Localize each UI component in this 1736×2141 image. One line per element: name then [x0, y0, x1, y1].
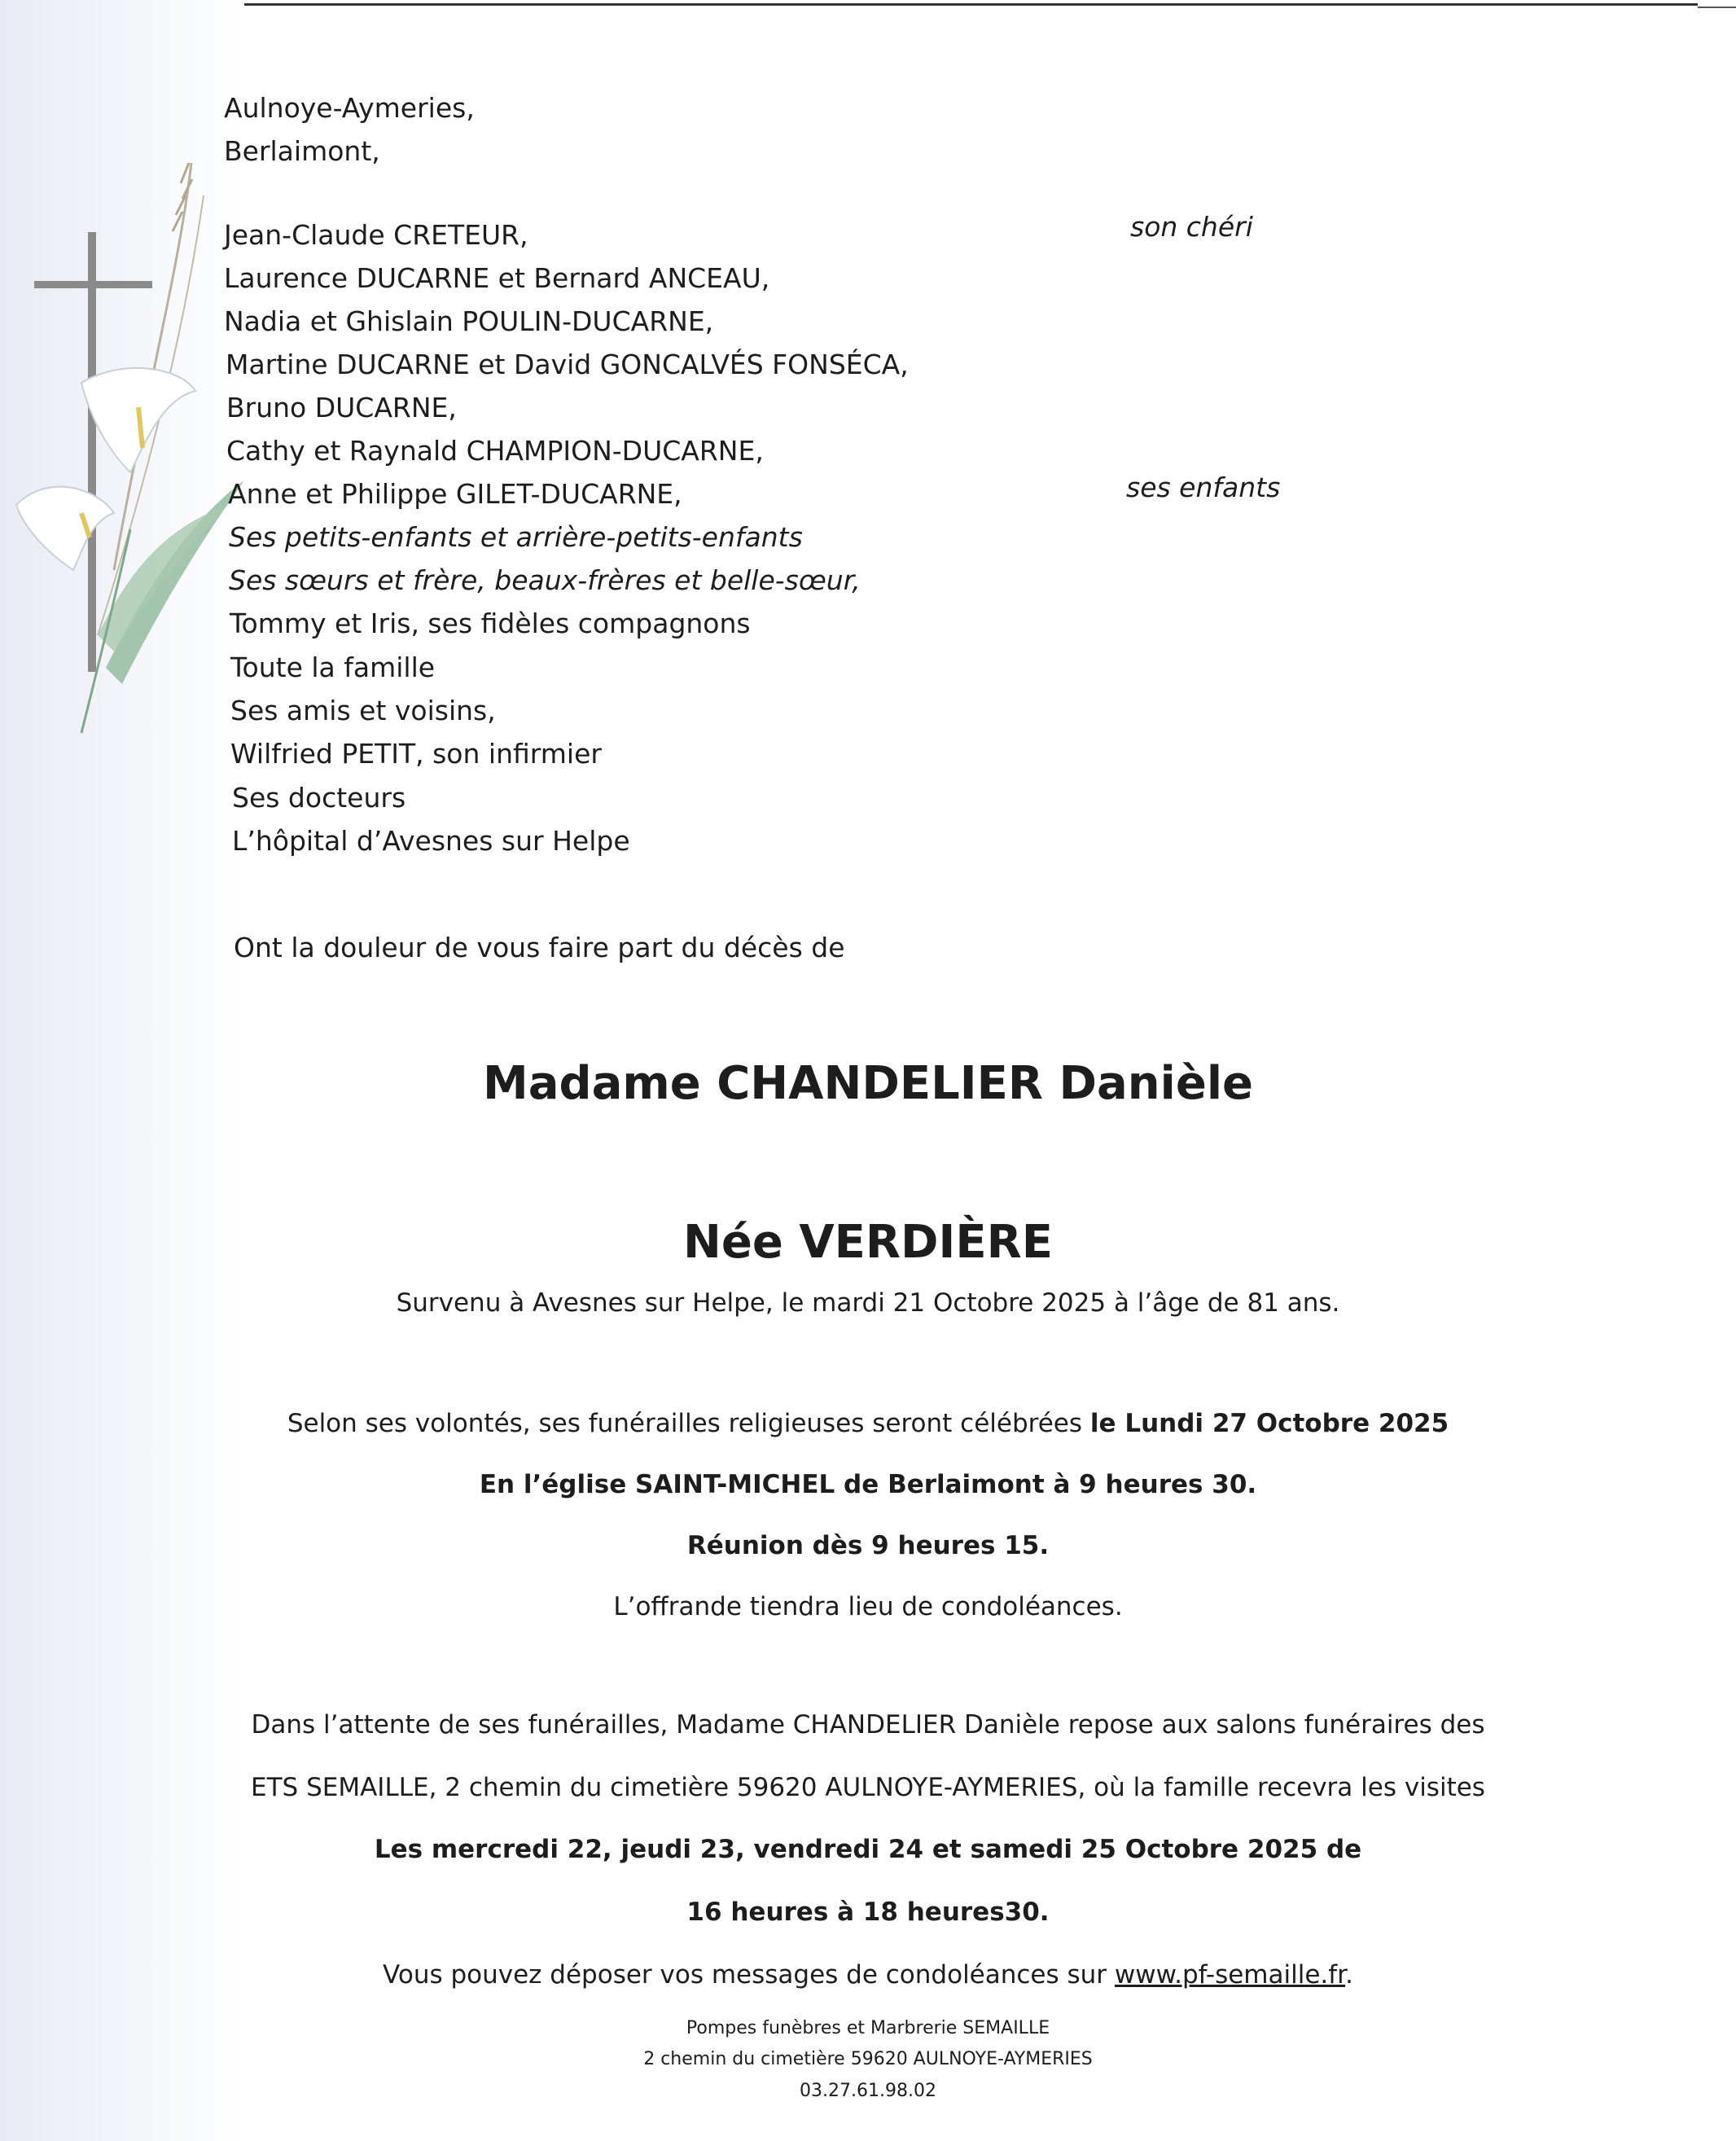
child-3: Martine DUCARNE et David GONCALVÉS FONSÉCA, — [226, 349, 909, 380]
top-rule-right — [1698, 7, 1736, 8]
gathering-line: Réunion dès 9 heures 15. — [686, 1531, 1050, 1560]
offering-line: L’offrande tiendra lieu de condoléances. — [613, 1592, 1123, 1621]
child-5: Cathy et Raynald CHAMPION-DUCARNE, — [226, 435, 764, 467]
town-aulnoye: Aulnoye-Aymeries, — [224, 92, 475, 124]
condolences-line — [0, 1960, 1736, 1990]
spouse-name: Jean-Claude CRETEUR, — [224, 219, 528, 251]
death-info: Survenu à Avesnes sur Helpe, le mardi 21 Octobre 2025 à l’âge de 81 ans. — [396, 1288, 1340, 1318]
family-line: Toute la famille — [230, 652, 436, 683]
visits-hours: 16 heures à 18 heures30. — [686, 1898, 1050, 1927]
siblings-line: Ses sœurs et frère, beaux-frères et belle-sœur, — [229, 564, 861, 596]
footer-address: 2 chemin du cimetière 59620 AULNOYE-AYMERIES — [643, 2049, 1093, 2069]
child-4: Bruno DUCARNE, — [226, 392, 457, 423]
child-1: Laurence DUCARNE et Bernard ANCEAU, — [224, 262, 770, 294]
visits-dates: Les mercredi 22, jeudi 23, vendredi 24 et samedi 25 Octobre 2025 de — [374, 1835, 1362, 1864]
condolences-text: Vous pouvez déposer vos messages de condoléances sur — [383, 1960, 1115, 1990]
friends-line: Ses amis et voisins, — [230, 695, 496, 726]
grandchildren-line: Ses petits-enfants et arrière-petits-enfants — [229, 521, 803, 553]
companions-line: Tommy et Iris, ses fidèles compagnons — [230, 608, 751, 639]
footer-company: Pompes funèbres et Marbrerie SEMAILLE — [686, 2018, 1050, 2038]
spouse-note: son chéri — [1130, 211, 1253, 243]
child-2: Nadia et Ghislain POULIN-DUCARNE, — [224, 305, 714, 337]
hospital-line: L’hôpital d’Avesnes sur Helpe — [232, 825, 630, 857]
deceased-name: Madame CHANDELIER Danièle — [482, 1057, 1253, 1110]
church-line: En l’église SAINT-MICHEL de Berlaimont à 9 heures 30. — [479, 1470, 1257, 1499]
children-note: ses enfants — [1126, 472, 1281, 503]
announcement: Ont la douleur de vous faire part du décès de — [234, 932, 845, 963]
visits-line-1: Dans l’attente de ses funérailles, Madame CHANDELIER Danièle repose aux salons funéraires des — [251, 1710, 1485, 1740]
cross-lily-icon — [0, 147, 244, 798]
deceased-maiden-name: Née VERDIÈRE — [683, 1216, 1053, 1269]
child-6: Anne et Philippe GILET-DUCARNE, — [228, 478, 682, 510]
town-berlaimont: Berlaimont, — [224, 135, 380, 167]
footer-phone: 03.27.61.98.02 — [800, 2081, 936, 2101]
visits-line-2: ETS SEMAILLE, 2 chemin du cimetière 59620 AULNOYE-AYMERIES, où la famille recevra les visites — [251, 1773, 1485, 1802]
funeral-intro: Selon ses volontés, ses funérailles religieuses seront célébrées — [287, 1409, 1090, 1438]
funeral-date-line — [0, 1411, 1736, 1437]
top-rule — [0, 3, 1698, 6]
condolences-period: . — [1345, 1960, 1353, 1990]
nurse-line: Wilfried PETIT, son infirmier — [230, 738, 602, 770]
doctors-line: Ses docteurs — [232, 782, 406, 814]
condolences-link[interactable]: www.pf-semaille.fr — [1114, 1960, 1346, 1990]
funeral-date: le Lundi 27 Octobre 2025 — [1089, 1409, 1449, 1438]
